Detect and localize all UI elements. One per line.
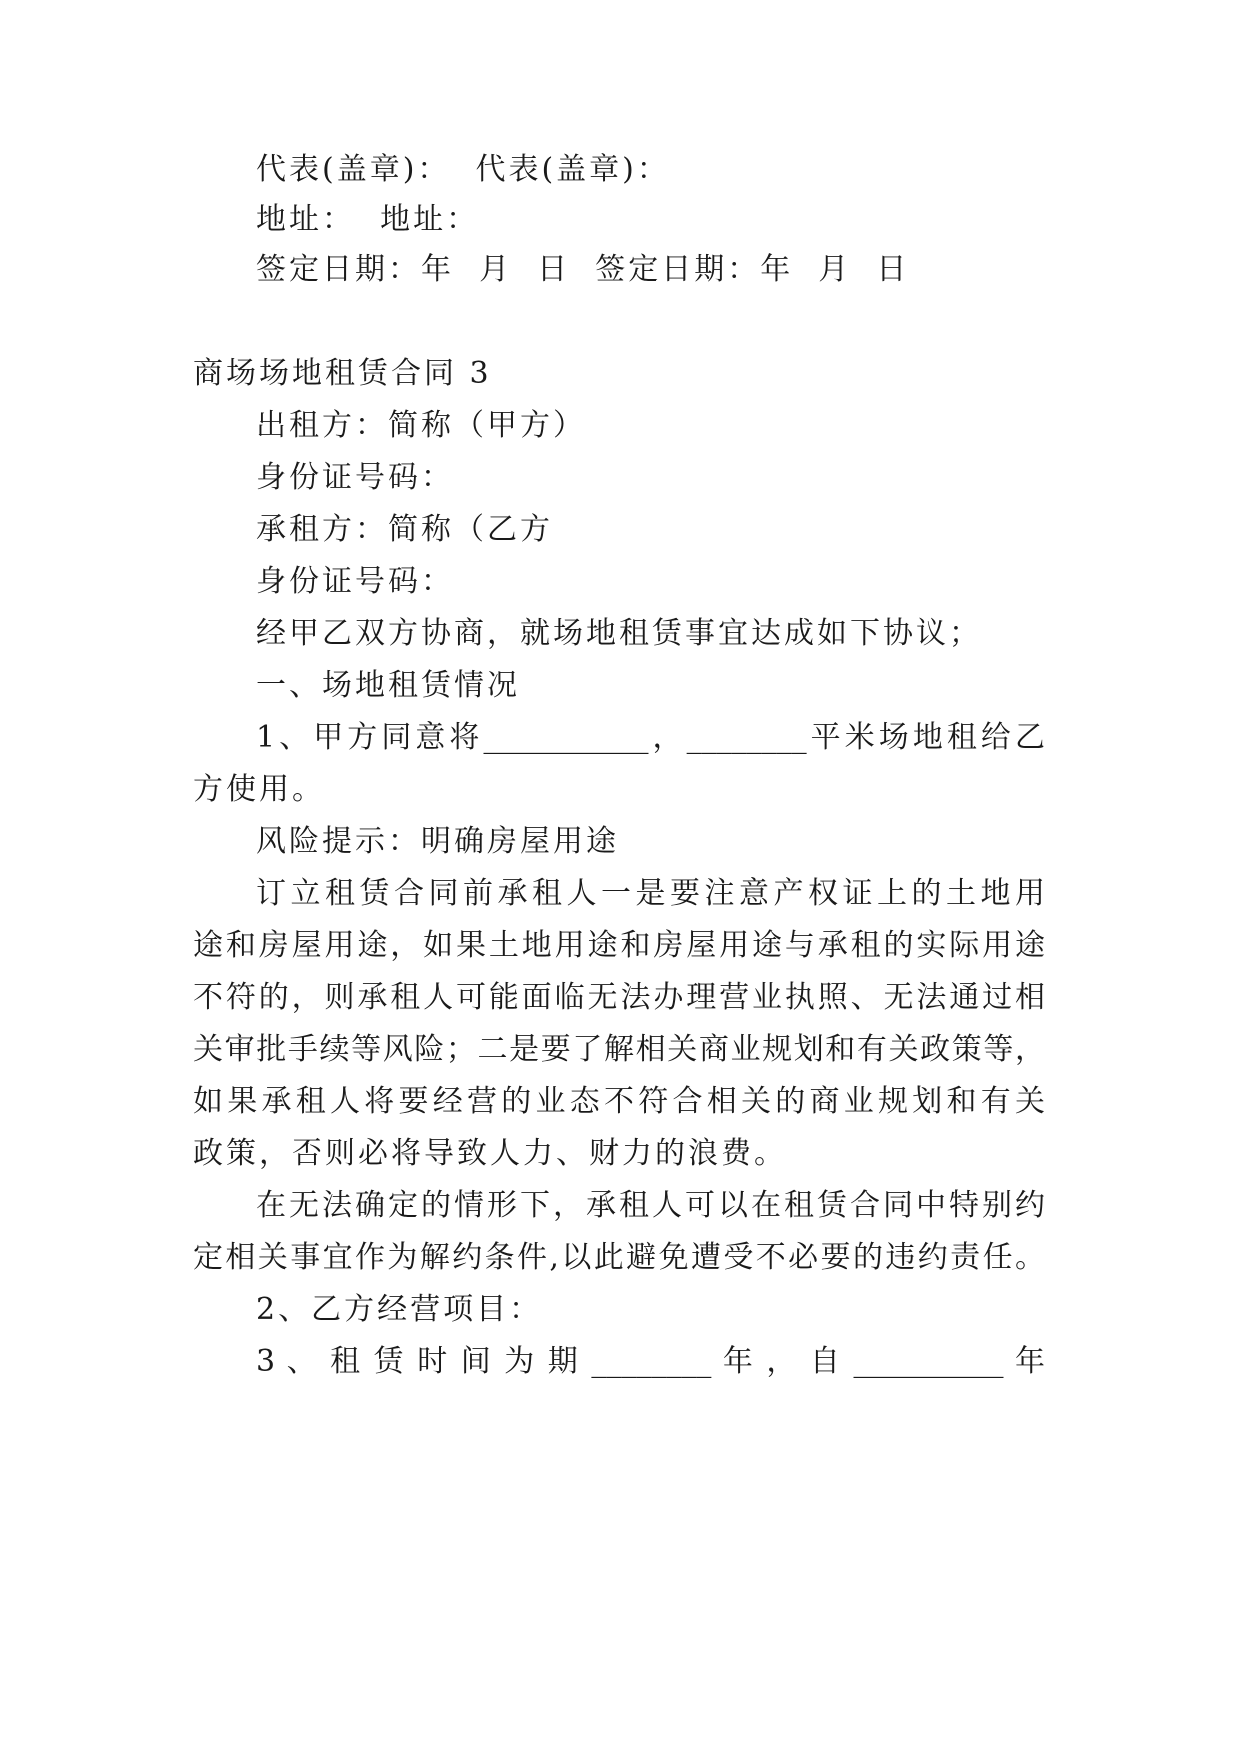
- clause-2-line: 2、乙方经营项目：: [256, 1292, 543, 1327]
- lessor-line: 出租方：简称（甲方）: [256, 408, 586, 443]
- risk-para-1-line-6: 政策，否则必将导致人力、财力的浪费。: [193, 1136, 787, 1171]
- lessee-id-line: 身份证号码：: [256, 564, 454, 599]
- heading-site-lease: 一、场地租赁情况: [256, 668, 520, 703]
- signature-address-line: 地址： 地址：: [256, 202, 480, 237]
- risk-title: 风险提示：明确房屋用途: [256, 824, 619, 859]
- risk-para-1-line-1: 订立租赁合同前承租人一是要注意产权证上的土地用: [256, 876, 1045, 911]
- risk-para-1-line-2: 途和房屋用途，如果土地用途和房屋用途与承租的实际用途: [193, 928, 1045, 963]
- lessor-id-line: 身份证号码：: [256, 460, 454, 495]
- lessee-line: 承租方：简称（乙方: [256, 512, 553, 547]
- preamble-line: 经甲乙双方协商，就场地租赁事宜达成如下协议；: [256, 616, 982, 651]
- clause-3-line: 3 、 租 赁 时 间 为 期 ________ 年 ， 自 __________ 年: [256, 1344, 1045, 1379]
- risk-para-1-line-4: 关审批手续等风险；二是要了解相关商业规划和有关政策等，: [193, 1032, 1045, 1067]
- risk-para-1-line-3: 不符的，则承租人可能面临无法办理营业执照、无法通过相: [193, 980, 1045, 1015]
- signature-rep-line: 代表(盖章)： 代表(盖章)：: [256, 152, 670, 187]
- section-title: 商场场地租赁合同 3: [193, 356, 492, 391]
- clause-1-line-2: 方使用。: [193, 772, 325, 807]
- signature-date-line: 签定日期：年 月 日 签定日期：年 月 日: [256, 252, 910, 287]
- risk-para-1-line-5: 如果承租人将要经营的业态不符合相关的商业规划和有关: [193, 1084, 1045, 1119]
- risk-para-2-line-2: 定相关事宜作为解约条件,以此避免遭受不必要的违约责任。: [193, 1240, 1045, 1275]
- clause-1-line-1: 1、甲方同意将___________，________平米场地租给乙: [256, 720, 1045, 755]
- risk-para-2-line-1: 在无法确定的情形下，承租人可以在租赁合同中特别约: [256, 1188, 1045, 1223]
